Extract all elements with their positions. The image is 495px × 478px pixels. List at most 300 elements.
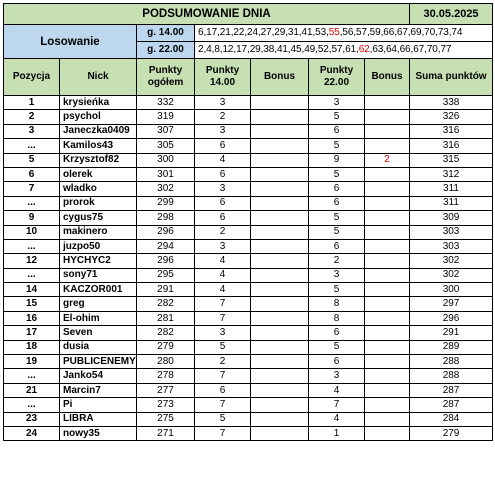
row-bonus-22 [365,412,410,426]
draw-number: 69 [410,27,422,38]
draw-number: 29 [249,44,261,55]
draw-number: 63 [372,44,384,55]
row-sum: 326 [410,110,493,124]
draw-number: 27 [260,27,272,38]
row-bonus-14 [251,124,309,138]
row-points-14: 7 [195,297,251,311]
draw-separator: , [328,44,332,55]
row-points-14: 3 [195,239,251,253]
row-nick: krysieńka [60,96,137,110]
draw-time-2: g. 22.00 [137,42,195,59]
row-bonus-14 [251,383,309,397]
table-row [4,211,493,225]
table-row [4,383,493,397]
draw-number: 64 [385,44,397,55]
row-bonus-14 [251,369,309,383]
row-bonus-14 [251,254,309,268]
table-row [4,340,493,354]
row-nick: Kamilos43 [60,139,137,153]
draw-numbers-2 [195,42,493,59]
row-sum: 288 [410,369,493,383]
row-bonus-14 [251,139,309,153]
row-position: 2 [4,110,60,124]
draw-number: 12 [222,44,234,55]
row-bonus-22 [365,326,410,340]
row-points-22: 5 [309,110,365,124]
row-bonus-22 [365,167,410,181]
row-nick: Marcin7 [60,383,137,397]
draw-number: 73 [437,27,449,38]
col-header-p14: Punkty 14.00 [195,59,251,96]
row-bonus-14 [251,268,309,282]
draw-number: 74 [451,27,463,38]
row-total: 294 [137,239,195,253]
table-row [4,196,493,210]
row-total: 271 [137,426,195,440]
draw-number: 67 [396,27,408,38]
row-sum: 311 [410,196,493,210]
row-bonus-14 [251,326,309,340]
row-bonus-22 [365,239,410,253]
row-sum: 284 [410,412,493,426]
row-bonus-22: 2 [365,153,410,167]
row-total: 298 [137,211,195,225]
table-row [4,268,493,282]
row-points-22: 5 [309,139,365,153]
col-header-pos: Pozycja [4,59,60,96]
row-nick: psychol [60,110,137,124]
row-total: 291 [137,283,195,297]
draw-separator: , [407,27,411,38]
row-nick: Seven [60,326,137,340]
row-points-14: 3 [195,326,251,340]
row-position: 12 [4,254,60,268]
row-nick: HYCHYC2 [60,254,137,268]
row-position: 10 [4,225,60,239]
row-bonus-22 [365,383,410,397]
col-header-sum: Suma punktów [410,59,493,96]
row-total: 277 [137,383,195,397]
row-position: 21 [4,383,60,397]
row-points-14: 4 [195,268,251,282]
draw-separator: , [410,44,414,55]
draw-separator: , [312,27,316,38]
draw-separator: , [203,44,207,55]
draw-separator: , [274,44,277,55]
row-position: 15 [4,297,60,311]
row-bonus-22 [365,340,410,354]
draw-number: 38 [263,44,275,55]
row-sum: 302 [410,254,493,268]
row-bonus-14 [251,355,309,369]
draw-label: Losowanie [4,25,137,59]
row-bonus-22 [365,268,410,282]
row-points-14: 6 [195,383,251,397]
draw-number: 57 [356,27,367,38]
draw-separator: , [339,27,343,38]
row-nick: juzpo50 [60,239,137,253]
draw-number: 57 [331,44,343,55]
row-bonus-22 [365,196,410,210]
row-position: 24 [4,426,60,440]
row-points-22: 6 [309,355,365,369]
row-position: 19 [4,355,60,369]
row-nick: greg [60,297,137,311]
row-bonus-22 [365,283,410,297]
row-points-14: 4 [195,153,251,167]
col-header-p22: Punkty 22.00 [309,59,365,96]
draw-numbers-1 [195,25,493,42]
results-table [3,3,493,441]
draw-separator: , [298,27,302,38]
draw-number: 41 [276,44,288,55]
row-total: 279 [137,340,195,354]
row-position: 3 [4,124,60,138]
col-header-nick: Nick [60,59,137,96]
draw-number: 67 [413,44,425,55]
row-bonus-22 [365,355,410,369]
row-sum: 287 [410,398,493,412]
row-points-22: 1 [309,426,365,440]
row-points-14: 4 [195,254,251,268]
row-position: ... [4,139,60,153]
draw-separator: , [366,27,370,38]
row-nick: Pi [60,398,137,412]
row-sum: 279 [410,426,493,440]
draw-separator: , [287,44,291,55]
row-bonus-14 [251,297,309,311]
draw-separator: , [230,27,234,38]
table-row [4,110,493,124]
row-nick: wladko [60,182,137,196]
draw-number: 8 [214,44,220,55]
draw-number: 24 [247,27,258,38]
draw-separator: , [285,27,288,38]
row-bonus-14 [251,283,309,297]
row-bonus-14 [251,211,309,225]
row-bonus-22 [365,426,410,440]
row-total: 307 [137,124,195,138]
table-row [4,311,493,325]
row-position: 23 [4,412,60,426]
table-row [4,153,493,167]
draw-number: 29 [274,27,286,38]
row-position: 5 [4,153,60,167]
draw-separator: , [203,27,207,38]
row-position: 16 [4,311,60,325]
row-bonus-14 [251,110,309,124]
row-sum: 300 [410,283,493,297]
row-bonus-14 [251,182,309,196]
draw-separator: , [315,44,318,55]
draw-number: 2 [198,44,204,55]
draw-separator: , [383,44,386,55]
row-points-14: 7 [195,426,251,440]
draw-separator: , [247,44,250,55]
col-header-bonus2: Bonus [365,59,410,96]
draw-number: 53 [315,27,327,38]
row-position: 9 [4,211,60,225]
row-nick: dusia [60,340,137,354]
row-bonus-22 [365,398,410,412]
row-total: 332 [137,96,195,110]
row-bonus-22 [365,96,410,110]
table-row [4,254,493,268]
row-points-22: 3 [309,96,365,110]
row-points-22: 5 [309,211,365,225]
row-bonus-22 [365,124,410,138]
row-total: 302 [137,182,195,196]
draw-number: 41 [301,27,313,38]
row-bonus-14 [251,340,309,354]
row-points-14: 4 [195,283,251,297]
draw-separator: , [421,27,425,38]
row-bonus-14 [251,311,309,325]
draw-separator: , [257,27,261,38]
report-date: 30.05.2025 [410,4,493,25]
row-points-14: 5 [195,340,251,354]
row-points-14: 6 [195,167,251,181]
row-total: 300 [137,153,195,167]
row-nick: prorok [60,196,137,210]
row-bonus-22 [365,182,410,196]
row-total: 296 [137,254,195,268]
draw-separator: , [326,27,329,38]
row-total: 305 [137,139,195,153]
row-points-22: 7 [309,398,365,412]
draw-separator: , [301,44,305,55]
draw-number: 52 [317,44,329,55]
row-sum: 312 [410,167,493,181]
draw-separator: , [219,44,223,55]
row-sum: 309 [410,211,493,225]
row-points-14: 3 [195,96,251,110]
row-points-14: 2 [195,110,251,124]
row-points-22: 6 [309,326,365,340]
table-row [4,355,493,369]
draw-separator: , [356,44,359,55]
row-position: ... [4,239,60,253]
draw-number: 61 [345,44,357,55]
draw-separator: , [233,44,237,55]
draw-number: 70 [426,44,438,55]
draw-time-1: g. 14.00 [137,25,195,42]
row-bonus-22 [365,139,410,153]
draw-number: 77 [440,44,452,55]
draw-separator: , [342,44,346,55]
summary-sheet [3,3,492,475]
row-bonus-14 [251,96,309,110]
row-points-22: 5 [309,340,365,354]
draw-number: 70 [424,27,436,38]
row-total: 299 [137,196,195,210]
row-bonus-22 [365,211,410,225]
row-total: 301 [137,167,195,181]
row-sum: 315 [410,153,493,167]
row-total: 282 [137,297,195,311]
row-points-22: 6 [309,124,365,138]
row-sum: 287 [410,383,493,397]
row-points-22: 9 [309,153,365,167]
draw-number: 31 [287,27,299,38]
draw-separator: , [260,44,264,55]
table-row [4,283,493,297]
row-bonus-14 [251,225,309,239]
draw-separator: , [353,27,357,38]
row-nick: nowy35 [60,426,137,440]
draw-separator: , [271,27,275,38]
row-points-22: 4 [309,383,365,397]
table-row [4,167,493,181]
row-total: 282 [137,326,195,340]
table-row [4,139,493,153]
row-total: 275 [137,412,195,426]
row-nick: KACZOR001 [60,283,137,297]
draw-separator: , [211,44,215,55]
row-points-22: 6 [309,182,365,196]
row-bonus-22 [365,297,410,311]
row-sum: 311 [410,182,493,196]
row-points-14: 2 [195,355,251,369]
draw-separator: , [369,44,373,55]
table-row [4,326,493,340]
row-bonus-14 [251,167,309,181]
row-position: ... [4,268,60,282]
row-points-22: 8 [309,297,365,311]
draw-number: 17 [206,27,218,38]
draw-separator: , [394,27,397,38]
row-points-22: 5 [309,283,365,297]
table-row [4,96,493,110]
row-nick: Janeczka0409 [60,124,137,138]
row-total: 273 [137,398,195,412]
draw-number: 59 [369,27,381,38]
row-sum: 291 [410,326,493,340]
row-bonus-14 [251,196,309,210]
row-nick: makinero [60,225,137,239]
row-points-14: 3 [195,182,251,196]
row-bonus-14 [251,153,309,167]
row-sum: 316 [410,124,493,138]
table-row [4,426,493,440]
row-sum: 297 [410,297,493,311]
draw-number: 66 [399,44,411,55]
row-sum: 303 [410,239,493,253]
draw-number: 66 [383,27,395,38]
row-bonus-22 [365,225,410,239]
table-row [4,412,493,426]
page-title: PODSUMOWANIE DNIA [4,4,410,25]
row-bonus-14 [251,426,309,440]
draw-number: 55 [328,27,340,38]
row-points-22: 3 [309,369,365,383]
row-position: 14 [4,283,60,297]
row-total: 295 [137,268,195,282]
row-bonus-22 [365,369,410,383]
row-points-22: 6 [309,196,365,210]
row-sum: 303 [410,225,493,239]
row-nick: PUBLICENEMY [60,355,137,369]
row-position: ... [4,398,60,412]
row-sum: 316 [410,139,493,153]
draw-number: 17 [236,44,248,55]
row-position: ... [4,196,60,210]
draw-number: 62 [358,44,370,55]
draw-number: 22 [233,27,245,38]
row-nick: El-ohim [60,311,137,325]
row-total: 281 [137,311,195,325]
table-row [4,369,493,383]
table-row [4,239,493,253]
draw-separator: , [217,27,220,38]
row-points-22: 8 [309,311,365,325]
row-position: 7 [4,182,60,196]
row-points-22: 5 [309,167,365,181]
row-points-14: 6 [195,196,251,210]
row-points-22: 2 [309,254,365,268]
row-points-14: 7 [195,311,251,325]
col-header-bonus1: Bonus [251,59,309,96]
row-nick: cygus75 [60,211,137,225]
draw-separator: , [437,44,441,55]
draw-separator: , [448,27,452,38]
draw-number: 49 [304,44,316,55]
draw-number: 56 [342,27,354,38]
row-sum: 289 [410,340,493,354]
draw-separator: , [380,27,384,38]
table-row [4,182,493,196]
row-points-14: 7 [195,369,251,383]
table-row [4,124,493,138]
row-points-14: 5 [195,412,251,426]
row-points-22: 5 [309,225,365,239]
row-points-14: 6 [195,211,251,225]
draw-number: 4 [206,44,212,55]
row-nick: Janko54 [60,369,137,383]
row-nick: sony71 [60,268,137,282]
draw-number: 21 [219,27,231,38]
col-header-total: Punkty ogółem [137,59,195,96]
row-points-14: 7 [195,398,251,412]
row-bonus-22 [365,254,410,268]
row-sum: 288 [410,355,493,369]
table-row [4,225,493,239]
row-total: 280 [137,355,195,369]
row-total: 319 [137,110,195,124]
row-nick: LIBRA [60,412,137,426]
table-row [4,398,493,412]
row-points-14: 3 [195,124,251,138]
row-points-22: 6 [309,239,365,253]
row-position: 1 [4,96,60,110]
row-sum: 338 [410,96,493,110]
draw-separator: , [396,44,400,55]
row-points-22: 3 [309,268,365,282]
row-position: 18 [4,340,60,354]
row-bonus-22 [365,311,410,325]
table-row [4,297,493,311]
row-bonus-14 [251,398,309,412]
row-total: 296 [137,225,195,239]
row-total: 278 [137,369,195,383]
row-sum: 302 [410,268,493,282]
row-bonus-14 [251,412,309,426]
draw-separator: , [244,27,248,38]
row-bonus-22 [365,110,410,124]
draw-number: 6 [198,27,204,38]
row-sum: 296 [410,311,493,325]
draw-separator: , [435,27,438,38]
